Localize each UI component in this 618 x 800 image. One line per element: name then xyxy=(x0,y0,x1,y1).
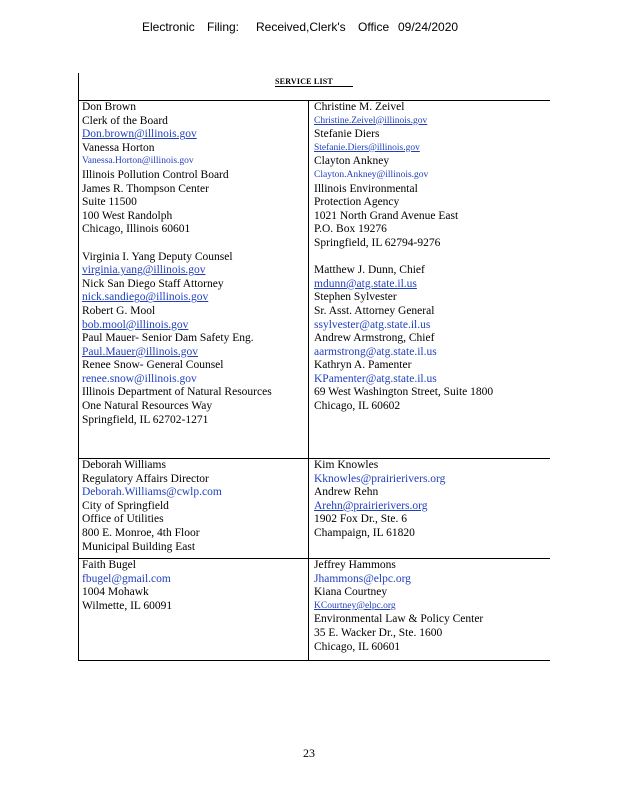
email-link[interactable]: ssylvester@atg.state.il.us xyxy=(314,318,431,331)
contact-line: James R. Thompson Center xyxy=(82,182,209,195)
contact-line: Illinois Department of Natural Resources xyxy=(82,386,272,399)
contact-line: Chicago, IL 60602 xyxy=(314,400,401,413)
column-divider xyxy=(308,459,309,559)
email-link[interactable]: Arehn@prairierivers.org xyxy=(314,499,428,512)
contact-line: Springfield, IL 62794-9276 xyxy=(314,236,441,249)
contact-line: Environmental Law & Policy Center xyxy=(314,613,484,626)
email-link[interactable]: aarmstrong@atg.state.il.us xyxy=(314,345,437,358)
contact-line: Robert G. Mool xyxy=(82,304,156,317)
service-row-3 xyxy=(78,558,550,661)
cell-right-row-2 xyxy=(314,459,548,541)
contact-line: Matthew J. Dunn, Chief xyxy=(314,264,425,277)
header-office: Office xyxy=(358,20,390,34)
header-received: Received,Clerk's xyxy=(256,20,346,34)
email-link[interactable]: Kknowles@prairierivers.org xyxy=(314,472,446,485)
cell-right-row-3 xyxy=(314,559,548,654)
contact-line: Vanessa Horton xyxy=(82,141,155,154)
cell-left-row-2 xyxy=(82,459,306,554)
email-link[interactable]: mdunn@atg.state.il.us xyxy=(314,277,417,290)
contact-line: Stephen Sylvester xyxy=(314,291,397,304)
column-divider xyxy=(308,559,309,661)
contact-line: Champaign, IL 61820 xyxy=(314,526,415,539)
contact-line: Kim Knowles xyxy=(314,459,379,471)
contact-line: Renee Snow- General Counsel xyxy=(82,359,224,372)
contact-line: Andrew Rehn xyxy=(314,486,379,499)
service-list-title-text: SERVICE LIST xyxy=(275,77,353,87)
contact-line: Springfield, IL 62702-1271 xyxy=(82,413,209,426)
contact-line: Wilmette, IL 60091 xyxy=(82,599,173,612)
email-link[interactable]: Deborah.Williams@cwlp.com xyxy=(82,486,222,499)
contact-line: Suite 11500 xyxy=(82,196,137,209)
contact-line: Nick San Diego Staff Attorney xyxy=(82,277,224,290)
email-link[interactable]: Don.brown@illinois.gov xyxy=(82,128,197,141)
contact-line: 1902 Fox Dr., Ste. 6 xyxy=(314,513,407,526)
email-link[interactable]: Paul.Mauer@illinois.gov xyxy=(82,345,198,358)
cell-left-row-3 xyxy=(82,559,306,613)
email-link[interactable]: nick.sandiego@illinois.gov xyxy=(82,291,209,304)
contact-line: Clerk of the Board xyxy=(82,114,168,127)
email-link[interactable]: KPamenter@atg.state.il.us xyxy=(314,372,437,385)
email-link[interactable]: bob.mool@illinois.gov xyxy=(82,318,189,331)
spacer xyxy=(314,251,548,265)
email-link[interactable]: fbugel@gmail.com xyxy=(82,572,171,585)
contact-line: Clayton Ankney xyxy=(314,155,390,168)
contact-line: Regulatory Affairs Director xyxy=(82,472,209,485)
service-row-2 xyxy=(78,458,550,559)
contact-line: Paul Mauer- Senior Dam Safety Eng. xyxy=(82,332,254,345)
contact-line: 800 E. Monroe, 4th Floor xyxy=(82,526,200,539)
contact-line: Stefanie Diers xyxy=(314,128,380,141)
email-link[interactable]: Stefanie.Diers@illinois.gov xyxy=(314,142,420,153)
spacer xyxy=(82,237,306,251)
contact-line: Office of Utilities xyxy=(82,513,164,526)
contact-line: Municipal Building East xyxy=(82,540,196,553)
contact-line: City of Springfield xyxy=(82,499,169,512)
contact-line: Chicago, IL 60601 xyxy=(314,640,401,653)
header-filing: Filing: xyxy=(207,20,240,34)
contact-line: Christine M. Zeivel xyxy=(314,101,405,113)
email-link[interactable]: KCourtney@elpc.org xyxy=(314,600,396,611)
contact-line: Protection Agency xyxy=(314,196,400,209)
contact-line: 100 West Randolph xyxy=(82,209,173,222)
contact-line: Jeffrey Hammons xyxy=(314,559,396,571)
contact-line: Kiana Courtney xyxy=(314,586,388,599)
contact-line: Faith Bugel xyxy=(82,559,136,571)
contact-line: 1021 North Grand Avenue East xyxy=(314,209,459,222)
service-list-frame xyxy=(78,73,550,661)
email-link[interactable]: virginia.yang@illinois.gov xyxy=(82,264,206,277)
contact-line: 1004 Mohawk xyxy=(82,586,149,599)
contact-line: Deborah Williams xyxy=(82,459,166,471)
contact-line: Chicago, Illinois 60601 xyxy=(82,223,191,236)
column-divider xyxy=(308,101,309,459)
email-link[interactable]: Christine.Zeivel@illinois.gov xyxy=(314,115,428,126)
contact-line: 69 West Washington Street, Suite 1800 xyxy=(314,386,494,399)
email-link[interactable]: Jhammons@elpc.org xyxy=(314,572,411,585)
email-link[interactable]: Clayton.Ankney@illinois.gov xyxy=(314,169,429,180)
cell-left-row-1 xyxy=(82,101,306,427)
cell-right-row-1 xyxy=(314,101,548,414)
contact-line: Illinois Environmental xyxy=(314,182,418,195)
contact-line: Kathryn A. Pamenter xyxy=(314,359,412,372)
header-electronic: Electronic xyxy=(142,20,195,34)
contact-line: Andrew Armstrong, Chief xyxy=(314,332,435,345)
contact-line: Virginia I. Yang Deputy Counsel xyxy=(82,250,233,263)
contact-line: Sr. Asst. Attorney General xyxy=(314,304,435,317)
contact-line: 35 E. Wacker Dr., Ste. 1600 xyxy=(314,626,443,639)
header-date: 09/24/2020 xyxy=(398,20,459,34)
frame-bottom-border xyxy=(78,660,550,661)
contact-line: P.O. Box 19276 xyxy=(314,223,387,236)
contact-line: One Natural Resources Way xyxy=(82,400,213,413)
contact-line: Illinois Pollution Control Board xyxy=(82,168,229,181)
email-link[interactable]: renee.snow@illinois.gov xyxy=(82,372,197,385)
page-number: 23 xyxy=(303,746,315,760)
service-row-1 xyxy=(78,100,550,459)
contact-line: Don Brown xyxy=(82,101,136,113)
email-link[interactable]: Vanessa.Horton@illinois.gov xyxy=(82,156,194,167)
service-list-title xyxy=(78,77,550,86)
